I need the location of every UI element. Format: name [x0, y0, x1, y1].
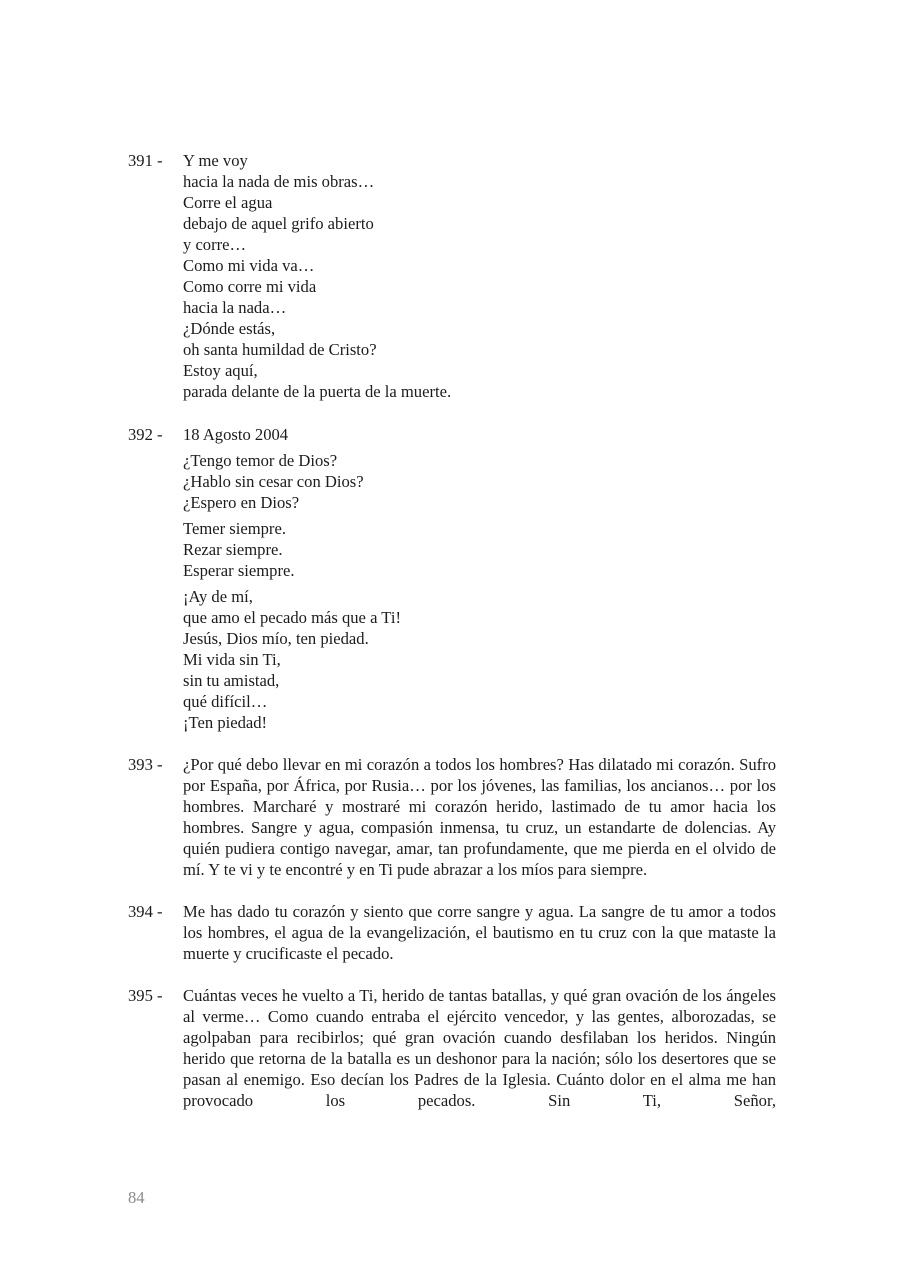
entry-date — [183, 424, 776, 445]
verse-line: oh santa humildad de Cristo? — [183, 340, 377, 359]
stanza — [183, 450, 776, 513]
verse-line: ¡Ten piedad! — [183, 713, 268, 732]
verse-line: parada delante de la puerta de la muerte. — [183, 382, 452, 401]
entry-number: 392 - — [128, 425, 163, 444]
verse-line: Jesús, Dios mío, ten piedad. — [183, 629, 369, 648]
entry-paragraph: Cuántas veces he vuelto a Ti, herido de tantas batallas, y qué gran ovación de los ángeles al verme… Como cuando entraba el ejército vencedor, y las gentes, alborozadas, se agolpaban para recibirlos; qué gran ovación cuando desfilaban los heridos. Ningún herido que retorna de la batalla es un deshonor para la nación; sólo los desertores que se pasan al enemigo. Eso decían los Padres de la Iglesia. Cuánto dolor en el alma me han provocado los pecados. Sin Ti, Señor, — [183, 986, 776, 1110]
verse-line: Como mi vida va… — [183, 256, 315, 275]
verse-line: ¿Hablo sin cesar con Dios? — [183, 472, 364, 491]
stanza — [183, 586, 776, 733]
verse-line: Y me voy — [183, 151, 248, 170]
entry-body — [183, 754, 776, 880]
verse-line: ¿Espero en Dios? — [183, 493, 300, 512]
verse-line: ¿Tengo temor de Dios? — [183, 451, 338, 470]
entry-number: 393 - — [128, 755, 163, 774]
verse-line: y corre… — [183, 235, 247, 254]
verse-line: Rezar siempre. — [183, 540, 283, 559]
verse-line: Estoy aquí, — [183, 361, 258, 380]
entry-393 — [128, 754, 776, 880]
verse-line: Como corre mi vida — [183, 277, 317, 296]
verse-line: hacia la nada de mis obras… — [183, 172, 375, 191]
entry-body — [183, 901, 776, 964]
page-content — [128, 150, 776, 1111]
entry-395 — [128, 985, 776, 1111]
verse-line: que amo el pecado más que a Ti! — [183, 608, 401, 627]
page-number: 84 — [128, 1188, 145, 1207]
verse-line: hacia la nada… — [183, 298, 287, 317]
stanza — [183, 518, 776, 581]
verse-line: sin tu amistad, — [183, 671, 280, 690]
entry-paragraph: Me has dado tu corazón y siento que corre sangre y agua. La sangre de tu amor a todos los hombres, el agua de la evangelización, el bautismo en tu cruz con la que mataste la muerte y crucificaste el pecado. — [183, 902, 776, 963]
entry-body — [183, 150, 776, 402]
entry-body — [183, 985, 776, 1111]
entry-number: 391 - — [128, 151, 163, 170]
verse-line: ¿Dónde estás, — [183, 319, 276, 338]
verse-line: debajo de aquel grifo abierto — [183, 214, 374, 233]
verse-line: Temer siempre. — [183, 519, 286, 538]
verse-line: Mi vida sin Ti, — [183, 650, 281, 669]
entry-body — [183, 424, 776, 733]
entry-paragraph: ¿Por qué debo llevar en mi corazón a todos los hombres? Has dilatado mi corazón. Sufro por España, por África, por Rusia… por los jóvenes, las familias, los ancianos… por los hombres. Marcharé y mostraré mi corazón herido, lastimado de tu amor hacia los hombres. Sangre y agua, compasión inmensa, tu cruz, un estandarte de dolencias. Ay quién pudiera contigo navegar, amar, tan profundamente, que me pierda en el olvido de mí. Y te vi y te encontré y en Ti pude abrazar a los míos para siempre. — [183, 755, 776, 879]
entry-number: 395 - — [128, 986, 163, 1005]
verse-line: qué difícil… — [183, 692, 268, 711]
stanza — [183, 150, 776, 402]
verse-line: ¡Ay de mí, — [183, 587, 253, 606]
entry-392 — [128, 424, 776, 733]
entry-391 — [128, 150, 776, 402]
entry-number: 394 - — [128, 902, 163, 921]
verse-line: Esperar siempre. — [183, 561, 295, 580]
verse-line: Corre el agua — [183, 193, 273, 212]
date-line: 18 Agosto 2004 — [183, 425, 289, 444]
entry-394 — [128, 901, 776, 964]
